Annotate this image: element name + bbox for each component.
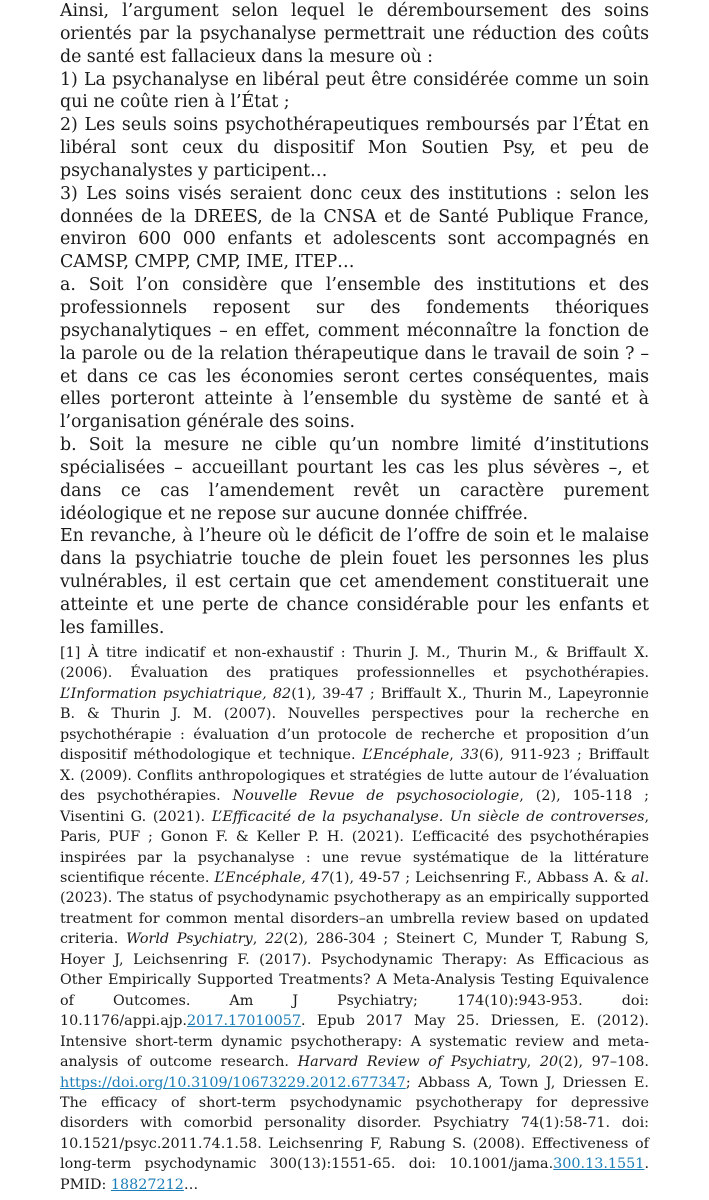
footnote-text: , [449,747,461,764]
paragraph-point-1: 1) La psychanalyse en libéral peut être considérée comme un soin qui ne coûte rien à l’État ; [60,69,649,113]
main-text [60,0,649,640]
paragraph-option-a: a. Soit l’on considère que l’ensemble des institutions et des professionnels reposent sur des fondements théoriques psychanalytiques – en effet, comment méconnaître la fonction de la parole ou de la relation thérapeutique dans le travail de soin ? – et dans ce cas les économies seront certes conséquentes, mais elles porteront atteinte à l’ensemble du système de santé et à l’organisation générale des soins. [60,275,649,433]
et-al: al. [631,869,649,886]
footnote-text: (2), 97–108. [558,1054,649,1071]
doi-link-jama[interactable]: 300.13.1551 [553,1156,645,1173]
footnote-text: . PMID: [60,1156,649,1193]
journal-title: Harvard Review of Psychiatry [297,1054,527,1071]
paragraph-option-b: b. Soit la mesure ne cible qu’un nombre limité d’institutions spécialisées – accueillant pourtant les cas les plus sévères –, et dans ce cas l’amendement revêt un caractère purement idéologique et ne repose sur aucune donnée chiffrée. [60,435,649,524]
footnote-text: , [252,931,266,948]
doi-link-ajp[interactable]: 2017.17010057 [186,1013,302,1030]
journal-title: Nouvelle Revue de psychosociologie [232,788,520,805]
journal-title: L’Encéphale [214,869,302,886]
paragraph-conclusion: En revanche, à l’heure où le déficit de l’offre de soin et le malaise dans la psychiatrie touche de plein fouet les personnes les plus vulnérables, il est certain que cet amendement constituerait une atteinte et une perte de chance considérable pour les enfants et les familles. [60,526,649,638]
footnote-text: (2), 286-304 ; Steinert C, Munder T, Rabung S, Hoyer J, Leichsenring F. (2017). Psychodynamic Therapy: As Efficacious as Other Empirically Supported Treatments? A Meta-Analysis Testing Equivalence of Outcomes. Am J Psychiatry; 174(10):943-953. doi: 10.1176/appi.ajp. [60,931,649,1030]
journal-volume: 22 [265,931,284,948]
footnote-text: (1), 49-57 ; Leichsenring F., Abbass A. & [329,869,632,886]
paragraph-point-2: 2) Les seuls soins psychothérapeutiques remboursés par l’État en libéral sont ceux du dispositif Mon Soutien Psy, et peu de psychanalystes y participent… [60,115,649,181]
footnote-text: , [301,869,311,886]
footnote-section [60,643,649,1195]
journal-title: L’Information psychiatrique, 82 [60,685,292,702]
footnote-text: (1), 39-47 ; Briffault X., Thurin M., Lapeyronnie B. & Thurin J. M. (2007). Nouvelles perspectives pour la recherche en psychothérapie : évaluation d’un protocole de recherche et proposition d’un dispositif méthodologique et technique. [60,685,649,764]
journal-title: L’Encéphale [362,747,450,764]
footnote-text: , (2), 105-118 ; Visentini G. (2021). [60,788,650,825]
paragraph-intro: Ainsi, l’argument selon lequel le déremboursement des soins orientés par la psychanalyse permettrait une réduction des coûts de santé est fallacieux dans la mesure où : [60,1,649,67]
footnote-text: (2023). The status of psychodynamic psychotherapy as an empirically supported treatment for common mental disorders–an umbrella review based on updated criteria. [60,890,649,948]
journal-volume: 20 [539,1054,559,1071]
doi-link-harvard[interactable]: https://doi.org/10.3109/10673229.2012.677347 [60,1074,406,1091]
footnote-text: (6), 911-923 ; Briffault X. (2009). Conflits anthropologiques et stratégies de lutte autour de l’évaluation des psychothérapies. [60,747,649,805]
book-title: L’Efficacité de la psychanalyse. Un siècle de controverses [211,808,645,825]
pmid-link[interactable]: 18827212 [110,1176,184,1193]
footnote-text: … [183,1176,199,1193]
journal-volume: 33 [460,747,479,764]
footnote-1 [60,643,649,1195]
footnote-text: ; Abbass A, Town J, Driessen E. The efficacy of short-term psychodynamic psychotherapy for depressive disorders with comorbid personality disorder. Psychiatry 74(1):58-71. doi: 10.1521/psyc.2011.74.1.58. Leichsenring F, Rabung S. (2008). Effectiveness of long-term psychodynamic 300(13):1551-65. doi: 10.1001/jama. [60,1074,649,1173]
footnote-text: [1] À titre indicatif et non-exhaustif : Thurin J. M., Thurin M., & Briffault X. (2006). Évaluation des pratiques professionnelles et psychothérapies. [60,645,649,682]
journal-title: World Psychiatry [126,931,253,948]
journal-volume: 47 [310,869,330,886]
footnote-text: , Paris, PUF ; Gonon F. & Keller P. H. (2021). L’efficacité des psychothérapies inspirées par la psychanalyse : une revue systématique de la littérature scientifique récente. [60,808,649,886]
footnote-text: , [526,1054,540,1071]
footnote-text: . Epub 2017 May 25. Driessen, E. (2012). Intensive short-term dynamic psychotherapy: A systematic review and meta-analysis of outcome research. [60,1013,649,1071]
paragraph-point-3: 3) Les soins visés seraient donc ceux des institutions : selon les données de la DREES, de la CNSA et de Santé Publique France, environ 600 000 enfants et adolescents sont accompagnés en CAMSP, CMPP, CMP, IME, ITEP… [60,183,649,273]
